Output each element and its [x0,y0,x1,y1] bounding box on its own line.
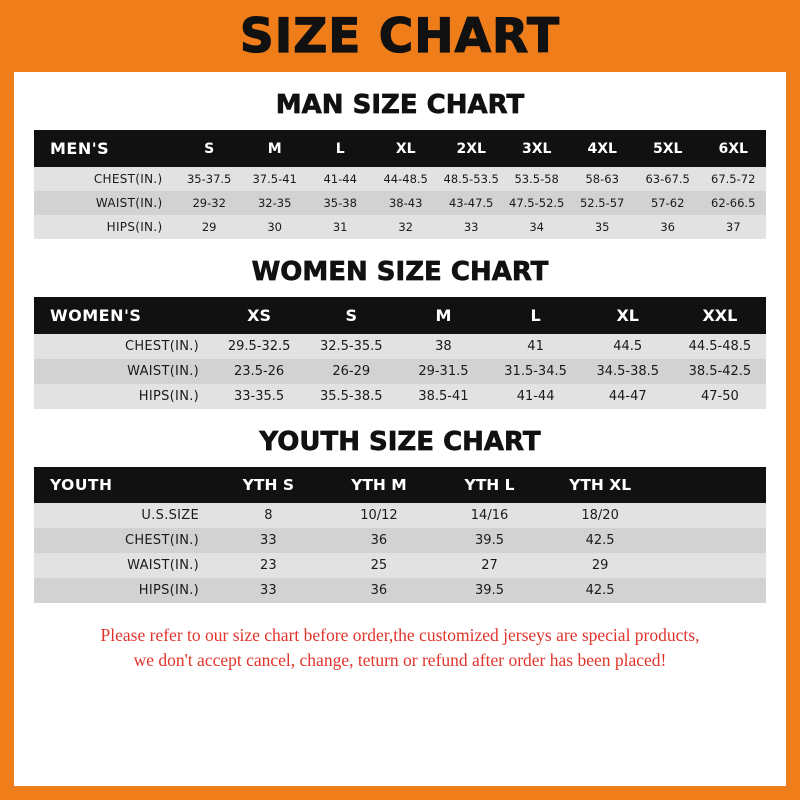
table-row [34,215,766,239]
column-header: XXL [674,297,766,334]
table-cell: 38 [397,334,489,359]
table-cell [655,553,766,578]
table-cell: 44-48.5 [373,167,439,191]
table-cell: 38-43 [373,191,439,215]
column-header: YTH S [213,467,324,503]
column-header: 3XL [504,130,570,167]
row-label: HIPS(IN.) [34,215,176,239]
column-header [655,467,766,503]
table-cell: 18/20 [545,503,656,528]
section-youth [14,427,786,603]
column-header: YTH L [434,467,545,503]
column-header: 5XL [635,130,701,167]
footer-note-line1: Please refer to our size chart before order,the customized jerseys are special products, [100,625,700,645]
table-header-row [34,297,766,334]
row-label: CHEST(IN.) [34,167,176,191]
table-header-row [34,130,766,167]
table-cell: 29-32 [176,191,242,215]
table-cell: 30 [242,215,308,239]
table-cell: 33 [213,578,324,603]
table-cell: 32.5-35.5 [305,334,397,359]
table-row [34,553,766,578]
footer-note-line2: we don't accept cancel, change, teturn or refund after order has been placed! [133,649,667,670]
table-cell: 29 [545,553,656,578]
table-cell: 33-35.5 [213,384,305,409]
column-header: 6XL [700,130,766,167]
table-cell: 48.5-53.5 [438,167,504,191]
table-cell: 58-63 [569,167,635,191]
table-cell: 44.5-48.5 [674,334,766,359]
table-cell: 57-62 [635,191,701,215]
bottom-accent-bar [0,786,800,800]
table-cell: 34 [504,215,570,239]
section-women [14,257,786,409]
table-cell: 39.5 [434,578,545,603]
table-row [34,334,766,359]
youth-size-table [34,467,766,603]
row-label: HIPS(IN.) [34,384,213,409]
table-cell: 35-37.5 [176,167,242,191]
table-cell: 23 [213,553,324,578]
page-title: SIZE CHART [239,8,561,64]
table-row [34,384,766,409]
column-header: YTH M [324,467,435,503]
table-cell: 67.5-72 [700,167,766,191]
table-cell: 31.5-34.5 [490,359,582,384]
row-label: WAIST(IN.) [34,553,213,578]
table-cell: 53.5-58 [504,167,570,191]
table-cell: 10/12 [324,503,435,528]
table-cell: 44-47 [582,384,674,409]
table-cell: 36 [324,578,435,603]
section-man [14,90,786,239]
table-row [34,167,766,191]
table-row [34,359,766,384]
section-title-women: WOMEN SIZE CHART [251,257,549,287]
column-header: YTH XL [545,467,656,503]
table-cell: 44.5 [582,334,674,359]
section-title-youth: YOUTH SIZE CHART [259,427,541,457]
table-cell: 32-35 [242,191,308,215]
section-title-man: MAN SIZE CHART [275,90,525,120]
table-cell: 23.5-26 [213,359,305,384]
table-cell: 36 [635,215,701,239]
row-label: U.S.SIZE [34,503,213,528]
column-header: 4XL [569,130,635,167]
table-cell: 39.5 [434,528,545,553]
column-header: XL [373,130,439,167]
column-header: WOMEN'S [34,297,213,334]
table-cell: 35.5-38.5 [305,384,397,409]
column-header: M [397,297,489,334]
table-cell: 29 [176,215,242,239]
table-cell: 35-38 [307,191,373,215]
table-cell: 14/16 [434,503,545,528]
table-cell: 29-31.5 [397,359,489,384]
table-cell: 62-66.5 [700,191,766,215]
column-header: XS [213,297,305,334]
table-cell: 29.5-32.5 [213,334,305,359]
table-cell: 43-47.5 [438,191,504,215]
table-cell: 41 [490,334,582,359]
footer-note [14,623,786,673]
table-cell [655,503,766,528]
table-cell: 63-67.5 [635,167,701,191]
table-cell: 8 [213,503,324,528]
women-size-table [34,297,766,409]
table-cell: 35 [569,215,635,239]
table-cell: 26-29 [305,359,397,384]
table-row [34,503,766,528]
table-row [34,578,766,603]
column-header: YOUTH [34,467,213,503]
table-cell: 34.5-38.5 [582,359,674,384]
table-cell: 38.5-42.5 [674,359,766,384]
table-cell: 41-44 [490,384,582,409]
column-header: S [176,130,242,167]
column-header: L [307,130,373,167]
row-label: WAIST(IN.) [34,359,213,384]
table-cell: 37 [700,215,766,239]
column-header: M [242,130,308,167]
column-header: 2XL [438,130,504,167]
row-label: HIPS(IN.) [34,578,213,603]
table-row [34,191,766,215]
table-cell: 25 [324,553,435,578]
column-header: MEN'S [34,130,176,167]
row-label: CHEST(IN.) [34,528,213,553]
column-header: XL [582,297,674,334]
table-header-row [34,467,766,503]
table-cell: 41-44 [307,167,373,191]
page-banner [14,0,786,72]
table-cell: 32 [373,215,439,239]
table-cell: 33 [213,528,324,553]
table-cell: 37.5-41 [242,167,308,191]
table-cell: 52.5-57 [569,191,635,215]
table-cell: 27 [434,553,545,578]
table-cell: 33 [438,215,504,239]
column-header: L [490,297,582,334]
row-label: WAIST(IN.) [34,191,176,215]
row-label: CHEST(IN.) [34,334,213,359]
table-cell: 47.5-52.5 [504,191,570,215]
table-cell [655,528,766,553]
table-cell: 38.5-41 [397,384,489,409]
table-cell: 31 [307,215,373,239]
men-size-table [34,130,766,239]
table-row [34,528,766,553]
table-cell: 36 [324,528,435,553]
table-cell: 42.5 [545,528,656,553]
table-cell [655,578,766,603]
table-cell: 42.5 [545,578,656,603]
column-header: S [305,297,397,334]
table-cell: 47-50 [674,384,766,409]
